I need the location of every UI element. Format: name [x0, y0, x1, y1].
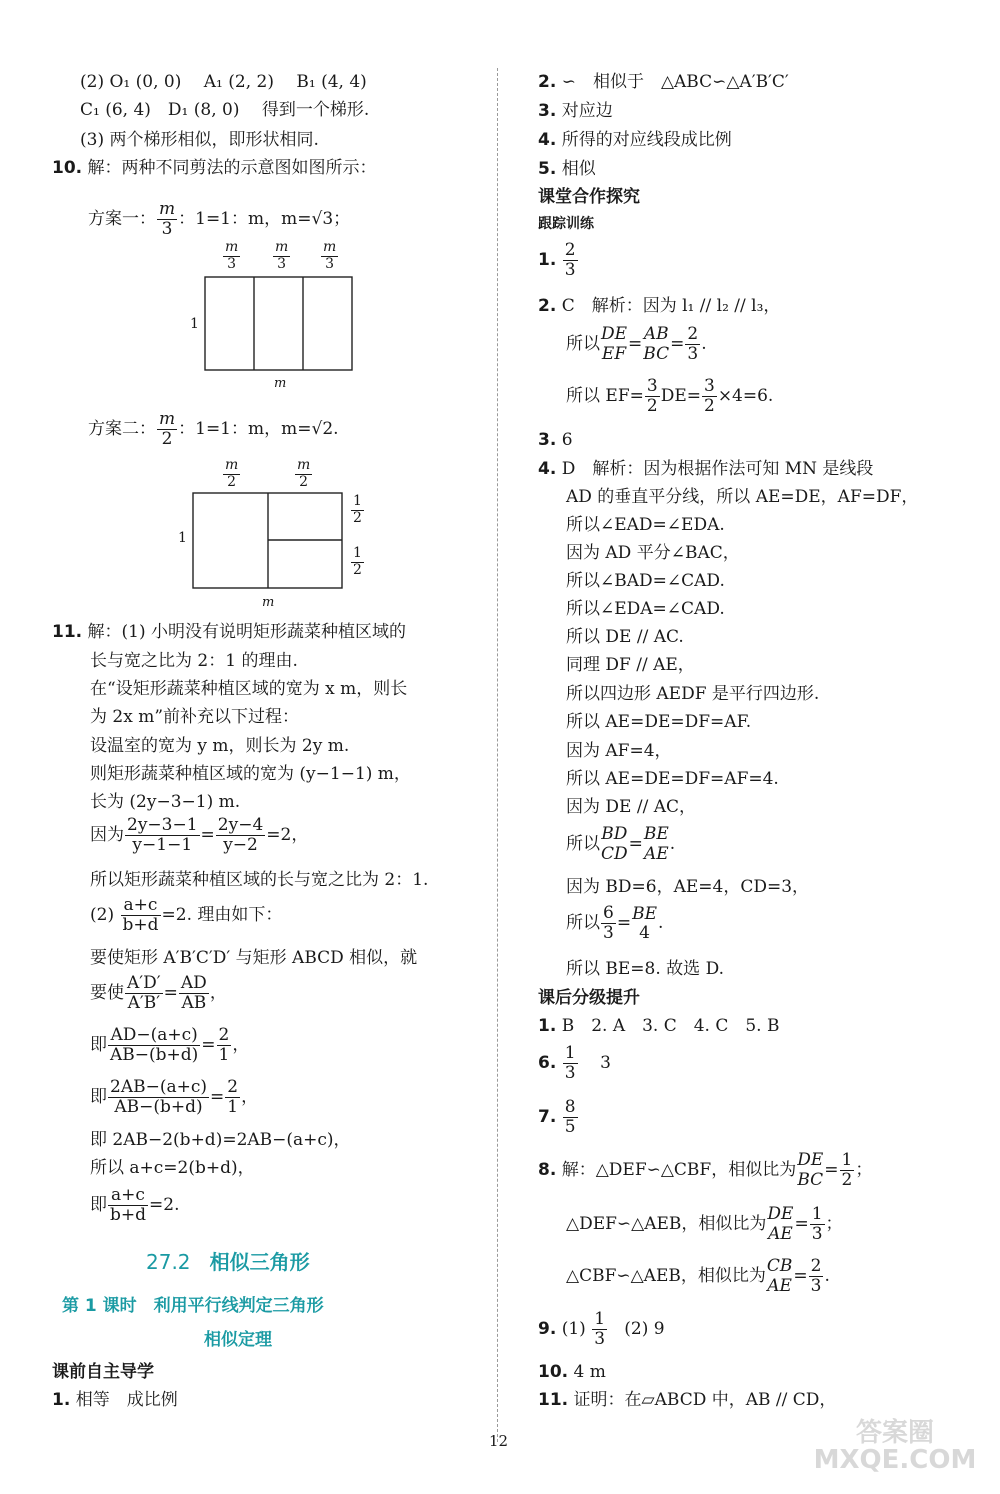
answer-line: 4. D 解析：因为根据作法可知 MN 是线段: [538, 459, 874, 479]
equation-line: 即 $\frac{a+c}{b+d}$ =2.: [90, 1185, 180, 1226]
plan-label: 方案一：: [88, 209, 156, 230]
question-number: 11.: [52, 622, 83, 642]
answer-line: 6. $\frac{1}{3}$ 3: [538, 1043, 611, 1084]
equation-line: △CBF∽△AEB，相似比为 CB AE = $\frac{2}{3}$ .: [566, 1255, 830, 1297]
answer-line: 所以 a+c=2(b+d)，: [90, 1158, 255, 1178]
equation-line: △DEF∽△AEB，相似比为 DE AE = $\frac{1}{3}$ ；: [566, 1203, 843, 1245]
answer-line: 同理 DF // AE，: [566, 655, 695, 675]
plan-one: [88, 200, 350, 239]
answer-text: 解：(1) 小明没有说明矩形蔬菜种植区域的: [87, 622, 407, 642]
answer-line: 11. 证明：在▱ABCD 中，AB // CD，: [538, 1390, 837, 1410]
answer-line: 因为 BD=6，AE=4，CD=3，: [566, 877, 810, 897]
fraction: $\frac{m}{2}$: [159, 409, 176, 450]
figure-label: m: [262, 595, 275, 610]
rectangle-diagram-one: [204, 276, 354, 372]
figure-label: 1: [190, 316, 199, 332]
answer-line: 所以 BE=8. 故选 D.: [566, 959, 725, 979]
answer-line: 2. ∽ 相似于 △ABC∽△A′B′C′: [538, 72, 789, 92]
answer-line: 3. 6: [538, 430, 573, 450]
answer-line: 1. B 2. A 3. C 4. C 5. B: [538, 1016, 780, 1036]
equation-line: 所以 $\frac{6}{3}$ = BE 4 .: [566, 903, 664, 944]
lesson-title: 相似定理: [204, 1330, 272, 1350]
figure-label: 1: [178, 530, 187, 546]
answer-line: 9. (1) $\frac{1}{3}$ (2) 9: [538, 1309, 665, 1350]
answer-line: 2. C 解析：因为 l₁ // l₂ // l₃，: [538, 296, 781, 316]
answer-line: AD 的垂直平分线，所以 AE=DE，AF=DF，: [566, 487, 919, 507]
watermark-logo: 答案圈 MXQE.COM: [813, 1418, 977, 1476]
equation-line: 因为 $\frac{2y-3-1}{y-1-1}$ = $\frac{2y-4}{y-2}$ =2，: [90, 815, 309, 856]
subsection-heading: 课前自主导学: [52, 1362, 154, 1382]
answer-line: 所以 DE // AC.: [566, 627, 684, 647]
answer-line: 7. $\frac{8}{5}$: [538, 1097, 576, 1138]
figure-label: $\frac{m}{2}$: [297, 457, 311, 490]
column-divider: [497, 68, 498, 1442]
section-heading: 27.2 相似三角形: [146, 1250, 310, 1274]
page-number: 12: [489, 1432, 509, 1450]
answer-line: 所以四边形 AEDF 是平行四边形.: [566, 684, 820, 704]
figure-label: m: [274, 376, 287, 391]
equation-line: (2) $\frac{a+c}{b+d}$ =2. 理由如下：: [90, 895, 283, 936]
equation-line: 要使 $\frac{A'D'}{A'B'}$ = $\frac{AD}{AB}$ ，: [90, 973, 227, 1014]
figure-label: $\frac{m}{2}$: [225, 457, 239, 490]
answer-line: 在“设矩形蔬菜种植区域的宽为 x m，则长: [90, 679, 408, 699]
answer-line: (2) O₁ (0, 0) A₁ (2, 2) B₁ (4, 4): [80, 72, 367, 92]
answer-line: 因为 DE // AC，: [566, 797, 696, 817]
answer-line: 5. 相似: [538, 159, 596, 179]
answer-line: 即 2AB−2(b+d)=2AB−(a+c)，: [90, 1130, 351, 1150]
answer-text: 解：两种不同剪法的示意图如图所示：: [87, 158, 377, 178]
figure-label: $\frac{m}{3}$: [275, 239, 289, 272]
figure-label: $\frac{1}{2}$: [353, 545, 362, 578]
answer-line: 所以 AE=DE=DF=AF=4.: [566, 769, 779, 789]
answer-line: 4. 所得的对应线段成比例: [538, 130, 732, 150]
subsection-heading: 课后分级提升: [538, 988, 640, 1008]
answer-line: 因为 AF=4，: [566, 741, 672, 761]
figure-label: $\frac{m}{3}$: [323, 239, 337, 272]
equation-text: ：1=1：m，m=√3；: [178, 209, 351, 230]
plan-two: [88, 410, 339, 449]
lesson-title: 第 1 课时 利用平行线判定三角形: [62, 1296, 324, 1316]
answer-line: 10. 4 m: [538, 1362, 606, 1382]
subsection-heading: 跟踪训练: [538, 216, 594, 232]
answer-line: 要使矩形 A′B′C′D′ 与矩形 ABCD 相似，就: [90, 948, 418, 968]
answer-line: 所以∠BAD=∠CAD.: [566, 571, 725, 591]
answer-line: 所以矩形蔬菜种植区域的长与宽之比为 2：1.: [90, 870, 429, 890]
equation-text: ：1=1：m，m=√2.: [178, 419, 339, 440]
question-10: [52, 158, 377, 178]
answer-line: 1. 相等 成比例: [52, 1390, 178, 1410]
subsection-heading: 课堂合作探究: [538, 187, 640, 207]
question-11: [52, 622, 406, 642]
equation-line: 即 $\frac{AD-(a+c)}{AB-(b+d)}$ = $\frac{2}{1}$ ，: [90, 1025, 250, 1066]
answer-line: 设温室的宽为 y m，则长为 2y m.: [90, 736, 350, 756]
figure-label: $\frac{m}{3}$: [225, 239, 239, 272]
answer-line: 因为 AD 平分∠BAC，: [566, 543, 740, 563]
answer-line: 所以∠EAD=∠EDA.: [566, 515, 725, 535]
answer-line: 为 2x m”前补充以下过程：: [90, 707, 300, 727]
figure-label: $\frac{1}{2}$: [353, 493, 362, 526]
equation-line: 即 $\frac{2AB-(a+c)}{AB-(b+d)}$ = $\frac{2}{1}$ ，: [90, 1077, 259, 1118]
answer-line: C₁ (6, 4) D₁ (8, 0) 得到一个梯形.: [80, 100, 370, 120]
answer-line: 所以 AE=DE=DF=AF.: [566, 712, 752, 732]
fraction: $\frac{m}{3}$: [159, 199, 176, 240]
answer-line: 长与宽之比为 2：1 的理由.: [90, 651, 298, 671]
answer-line: (3) 两个梯形相似，即形状相同.: [80, 130, 319, 150]
answer-line: 1. $\frac{2}{3}$: [538, 240, 576, 281]
answer-line: 所以∠EDA=∠CAD.: [566, 599, 725, 619]
answer-line: 8. 解：△DEF∽△CBF，相似比为 DE BC = $\frac{1}{2}$ ；: [538, 1149, 873, 1191]
rectangle-diagram-two: [192, 492, 344, 590]
equation-line: 所以 EF= $\frac{3}{2}$ DE= $\frac{3}{2}$ ×4=6.: [566, 376, 774, 417]
answer-line: 则矩形蔬菜种植区域的宽为 (y−1−1) m，: [90, 764, 411, 784]
equation-line: 所以 DE EF = AB BC = $\frac{2}{3}$ .: [566, 323, 707, 365]
plan-label: 方案二：: [88, 419, 156, 440]
equation-line: 所以 BD CD = BE AE .: [566, 824, 676, 865]
answer-line: 长为 (2y−3−1) m.: [90, 792, 241, 812]
answer-line: 3. 对应边: [538, 101, 613, 121]
question-number: 10.: [52, 158, 83, 178]
